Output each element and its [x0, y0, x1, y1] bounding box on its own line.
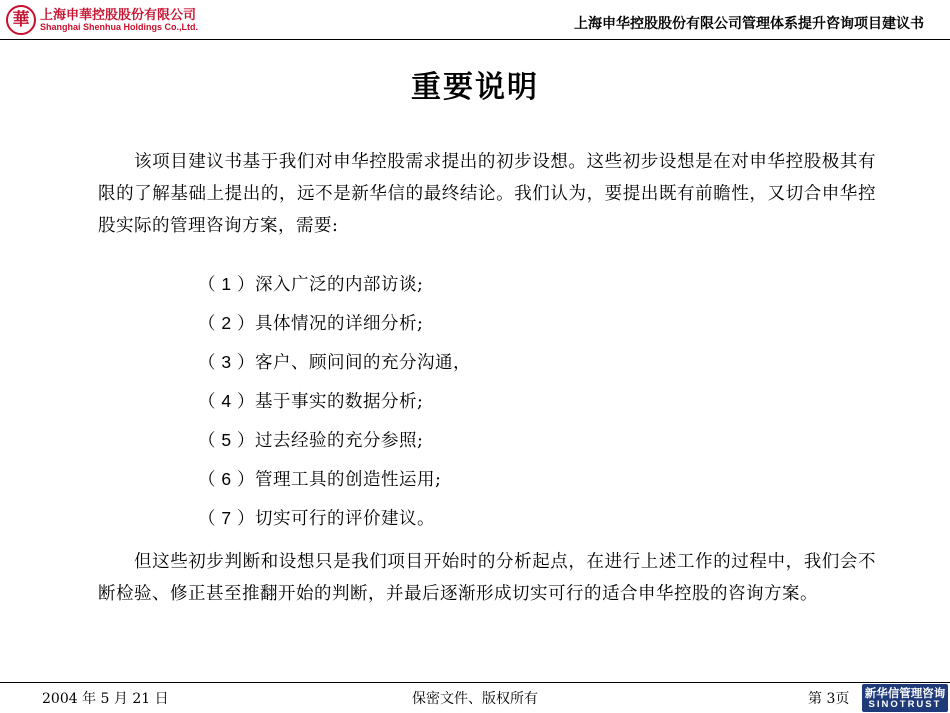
- page-footer: [0, 683, 950, 713]
- company-logo: [4, 4, 216, 38]
- page-number: 第 3页: [808, 691, 850, 707]
- list-item-text: 客户、顾问间的充分沟通，: [254, 353, 471, 373]
- sinotrust-logo-cn: 新华信管理咨询: [864, 686, 946, 700]
- list-item-text: 深入广泛的内部访谈;: [254, 275, 424, 295]
- requirement-list: [198, 265, 471, 538]
- list-item: [198, 499, 471, 538]
- list-item-number: （ 6 ）: [198, 469, 255, 489]
- conclusion-paragraph: 但这些初步判断和设想只是我们项目开始时的分析起点，在进行上述工作的过程中，我们会不断检验、修正甚至推翻开始的判断，并最后逐渐形成切实可行的适合申华控股的咨询方案。: [98, 552, 876, 604]
- logo-name-cn: 上海申華控股股份有限公司: [40, 8, 197, 23]
- page-title: 重要说明: [411, 70, 539, 105]
- list-item-number: （ 2 ）: [198, 313, 255, 333]
- list-item-text: 基于事实的数据分析;: [254, 392, 424, 412]
- header-divider: [0, 39, 950, 40]
- sinotrust-logo-en: SINOTRUST: [868, 699, 942, 710]
- logo-name-en: Shanghai Shenhua Holdings Co.,Ltd.: [40, 22, 198, 32]
- page-header: [0, 0, 950, 40]
- list-item-number: （ 4 ）: [198, 391, 255, 411]
- list-item-number: （ 1 ）: [198, 274, 255, 294]
- list-item: [198, 304, 471, 343]
- list-item-number: （ 5 ）: [198, 430, 255, 450]
- list-item-number: （ 7 ）: [198, 508, 255, 528]
- list-item-number: （ 3 ）: [198, 352, 255, 372]
- list-item-text: 具体情况的详细分析;: [254, 314, 424, 334]
- logo-seal-icon: 華: [6, 5, 36, 35]
- list-item-text: 切实可行的评价建议。: [254, 509, 435, 529]
- list-item: [198, 265, 471, 304]
- sinotrust-logo: [862, 684, 948, 712]
- intro-paragraph: 该项目建议书基于我们对申华控股需求提出的初步设想。这些初步设想是在对申华控股极其有限的了解基础上提出的，远不是新华信的最终结论。我们认为，要提出既有前瞻性，又切合申华控股实际的管理咨询方案，需要:: [98, 152, 876, 236]
- document-title: 上海申华控股股份有限公司管理体系提升咨询项目建议书: [574, 16, 924, 32]
- list-item: [198, 343, 471, 382]
- footer-date: 2004 年 5 月 21 日: [42, 691, 169, 707]
- list-item-text: 管理工具的创造性运用;: [254, 470, 442, 490]
- list-item: [198, 421, 471, 460]
- footer-confidential: 保密文件、版权所有: [412, 691, 538, 707]
- list-item: [198, 460, 471, 499]
- list-item: [198, 382, 471, 421]
- list-item-text: 过去经验的充分参照;: [254, 431, 424, 451]
